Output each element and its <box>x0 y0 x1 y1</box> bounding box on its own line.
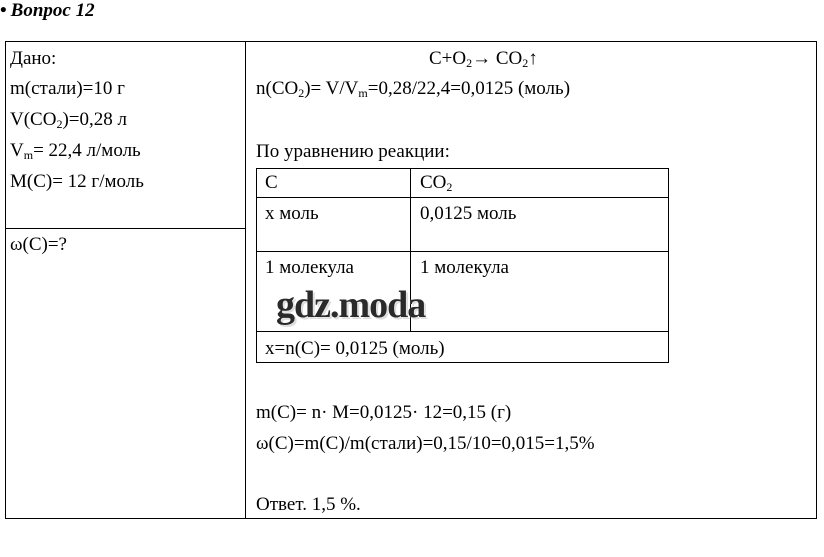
col-header-c: C <box>265 172 278 193</box>
solution-table <box>5 41 817 519</box>
carbon-fraction-calc: ω(C)=m(C)/m(стали)=0,15/10=0,015=1,5% <box>256 433 595 454</box>
row1-co2: 0,0125 моль <box>420 203 517 224</box>
carbon-moles-result: x=n(C)= 0,0125 (моль) <box>265 338 445 359</box>
row2-c: 1 молекула <box>265 257 354 278</box>
given-find-divider <box>6 228 245 229</box>
bullet: • <box>0 0 7 21</box>
given-steel-mass: m(стали)=10 г <box>10 78 125 99</box>
by-equation-label: По уравнению реакции: <box>256 141 450 162</box>
carbon-mass-calc: m(C)= n· M=0,0125· 12=0,15 (г) <box>256 402 512 423</box>
col-header-co2: $CO_2$ <box>420 172 453 194</box>
answer: Ответ. 1,5 %. <box>256 494 361 515</box>
given-molar-volume: $V_m= 22,4$ л/моль <box>10 140 141 162</box>
find-label: ω(C)=? <box>10 234 67 255</box>
watermark: gdz.moda <box>276 284 426 326</box>
row1-c: x моль <box>265 203 319 224</box>
given-carbon-molar-mass: M(C)= 12 г/моль <box>10 171 144 192</box>
column-divider <box>245 42 246 518</box>
reaction-equation: $C+O_2\to$ $CO_2↑$ <box>429 48 538 70</box>
proportion-table <box>256 168 669 363</box>
question-title: Вопрос 12 <box>10 0 95 21</box>
question-heading <box>0 0 95 22</box>
given-label: Дано: <box>10 48 57 69</box>
row2-co2: 1 молекула <box>420 257 509 278</box>
given-co2-volume: $V(CO_2)=0,28$ л <box>10 109 127 131</box>
co2-moles-calc: $n(CO_2)= V/V_m=0,28/22,4=0,0125$ (моль) <box>256 78 571 100</box>
